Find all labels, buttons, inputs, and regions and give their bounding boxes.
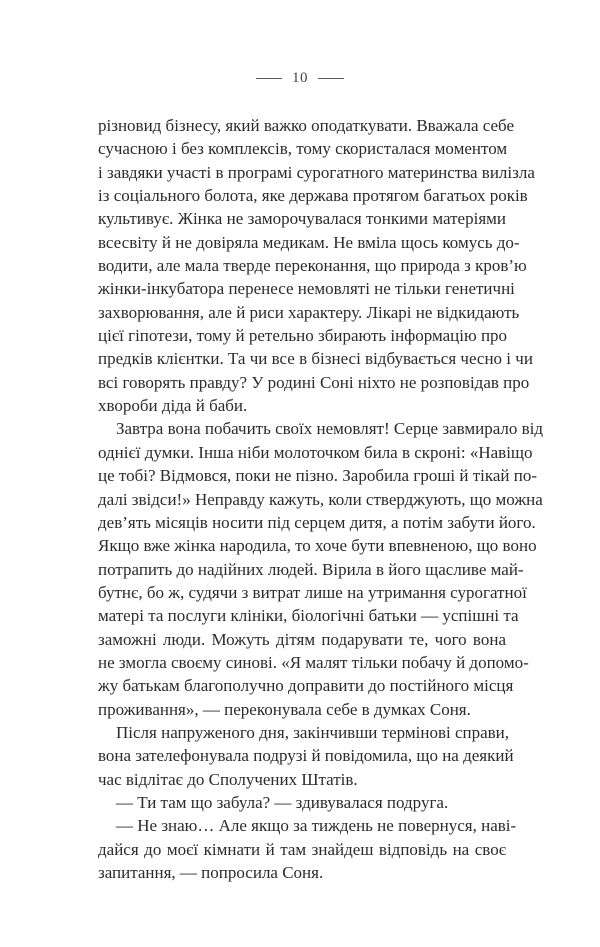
- text-line: жінки-інкубатора перенесе немовляті не тільки генетичні: [98, 279, 515, 299]
- text-line: — Ти там що забула? — здивувалася подруга.: [116, 792, 449, 812]
- text-line: Якщо вже жінка народила, то хоче бути впевненою, що воно: [98, 536, 537, 556]
- text-line: проживання», — переконувала себе в думках Соня.: [98, 699, 471, 719]
- text-line: — Не знаю… Але якщо за тиждень не повернуся, наві-: [116, 816, 517, 836]
- text-line: культивує. Жінка не заморочувалася тонкими матеріями: [98, 209, 506, 229]
- text-line: Після напруженого дня, закінчивши термінові справи,: [116, 722, 510, 742]
- text-line: водити, але мала тверде переконання, що природа з кров’ю: [98, 256, 527, 276]
- text-line: не змогла своєму синові. «Я малят тільки побачу й допомо-: [98, 652, 529, 672]
- text-line: час відлітає до Сполучених Штатів.: [98, 769, 358, 789]
- text-line: Завтра вона побачить своїх немовлят! Серце завмирало від: [116, 419, 544, 439]
- text-line: це тобі? Відмовся, поки не пізно. Заробила гроші й тікай по-: [98, 466, 538, 486]
- text-line: заможні люди. Можуть дітям подарувати те, чого вона: [98, 629, 506, 649]
- text-line: жу батькам благополучно доправити до постійного місця: [98, 676, 514, 696]
- text-line: захворювання, але й риси характеру. Лікарі не відкидають: [98, 302, 520, 322]
- text-line: всесвіту й не довіряла медикам. Не вміла щось комусь до-: [98, 232, 520, 252]
- body-text: [98, 114, 544, 884]
- text-line: дев’ять місяців носити під серцем дитя, а потім забути його.: [98, 512, 536, 532]
- page-number: 10: [292, 70, 308, 86]
- text-line: хвороби діда й баби.: [98, 396, 248, 416]
- header-rule-left: [256, 78, 282, 79]
- text-line: вона зателефонувала подрузі й повідомила, що на деякий: [98, 746, 514, 766]
- text-line: матері та послуги клініки, біологічні батьки — успішні та: [98, 606, 519, 626]
- text-line: із соціального болота, яке держава протягом багатьох років: [98, 186, 528, 206]
- text-line: цієї гіпотези, тому й ретельно збирають інформацію про: [98, 326, 508, 346]
- text-line: різновид бізнесу, який важко оподаткувати. Вважала себе: [98, 116, 515, 135]
- text-line: предків клієнтки. Та чи все в бізнесі відбувається чесно і чи: [98, 349, 533, 369]
- text-line: потрапить до надійних людей. Вірила в його щасливе май-: [98, 559, 524, 579]
- text-line: сучасною і без комплексів, тому скористалася моментом: [98, 139, 508, 159]
- text-line: запитання, — попросила Соня.: [98, 863, 324, 882]
- page-header: [0, 70, 600, 87]
- text-line: бутнє, бо ж, судячи з витрат лише на утримання сурогатної: [98, 582, 527, 602]
- text-line: далі звідси!» Неправду кажуть, коли стверджують, що можна: [98, 489, 543, 509]
- text-line: і завдяки участі в програмі сурогатного материнства вилізла: [98, 162, 535, 182]
- text-line: дайся до моєї кімнати й там знайдеш відповідь на своє: [98, 839, 506, 859]
- text-line: всі говорять правду? У родині Соні ніхто не розповідав про: [98, 372, 530, 392]
- header-rule-right: [318, 78, 344, 79]
- text-line: однієї думки. Інша ніби молоточком била в скроні: «Навіщо: [98, 442, 533, 462]
